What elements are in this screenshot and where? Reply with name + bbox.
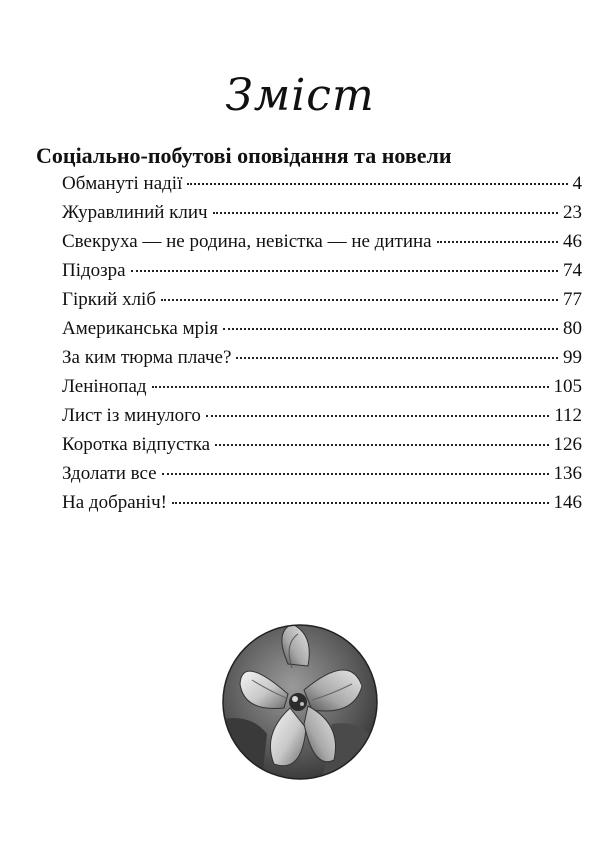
toc-entry-title: Коротка відпустка [62, 434, 211, 455]
section-heading: Соціально-побутові оповідання та новели [36, 143, 452, 168]
toc-leader-dots [215, 443, 548, 446]
toc-leader-dots [236, 356, 558, 359]
toc-entry-page: 77 [563, 289, 582, 310]
toc-entry[interactable] [62, 459, 582, 488]
toc-entry-page: 112 [554, 405, 582, 426]
toc-entry-page: 105 [553, 376, 582, 397]
toc-entry[interactable] [62, 227, 582, 256]
toc-entry[interactable] [62, 256, 582, 285]
toc-entry-page: 4 [572, 173, 582, 194]
toc-entry-title: Американська мрія [62, 318, 219, 339]
toc-entry-title: На добраніч! [62, 492, 168, 513]
toc-entry-title: Здолати все [62, 463, 157, 484]
toc-leader-dots [213, 211, 558, 214]
toc-leader-dots [161, 298, 558, 301]
flower-illustration-icon [222, 624, 378, 780]
toc-entry[interactable] [62, 430, 582, 459]
toc-entry-title: Ленінопад [62, 376, 147, 397]
toc-entry-title: Обмануті надії [62, 173, 183, 194]
toc-entry-title: Свекруха — не родина, невістка — не дитина [62, 231, 432, 252]
toc-leader-dots [131, 269, 558, 272]
toc-entry-page: 99 [563, 347, 582, 368]
toc-entry[interactable] [62, 401, 582, 430]
toc-leader-dots [223, 327, 558, 330]
toc-leader-dots [187, 182, 567, 185]
toc-entry[interactable] [62, 198, 582, 227]
toc-entry-page: 146 [553, 492, 582, 513]
toc-entry-title: За ким тюрма плаче? [62, 347, 232, 368]
toc-leader-dots [162, 472, 549, 475]
toc-leader-dots [152, 385, 549, 388]
toc-entry-page: 23 [563, 202, 582, 223]
toc-entry[interactable] [62, 343, 582, 372]
toc-entry-title: Підозра [62, 260, 126, 281]
toc-entry-page: 46 [563, 231, 582, 252]
page-title: Зміст [225, 70, 375, 121]
toc-entry-title: Журавлиний клич [62, 202, 208, 223]
toc-entry-title: Лист із минулого [62, 405, 201, 426]
toc-leader-dots [206, 414, 549, 417]
toc-entry-title: Гіркий хліб [62, 289, 157, 310]
toc-entry-page: 136 [553, 463, 582, 484]
toc-entry[interactable] [62, 488, 582, 517]
toc-entry[interactable] [62, 372, 582, 401]
toc-leader-dots [172, 501, 548, 504]
toc-leader-dots [437, 240, 558, 243]
toc-entry-page: 126 [553, 434, 582, 455]
toc-entry[interactable] [62, 314, 582, 343]
toc-entry[interactable] [62, 169, 582, 198]
toc-entry-page: 80 [563, 318, 582, 339]
toc-entry-page: 74 [563, 260, 582, 281]
toc-entry[interactable] [62, 285, 582, 314]
toc-list [62, 169, 582, 517]
